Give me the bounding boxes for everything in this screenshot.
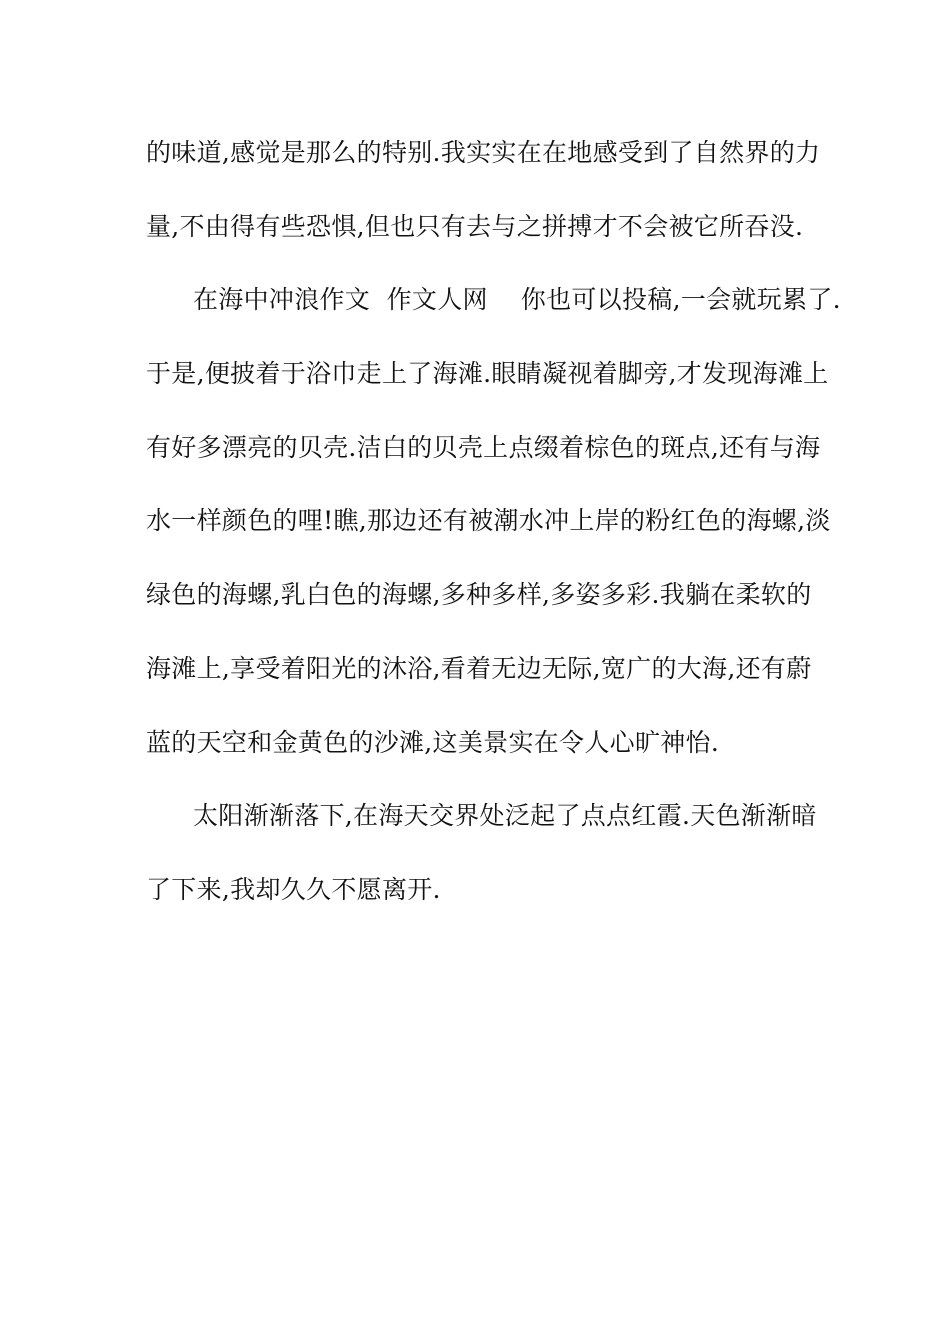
text-line-7: 绿色的海螺,乳白色的海螺,多种多样,多姿多彩.我躺在柔软的 (146, 580, 812, 610)
text-line-4: 于是,便披着于浴巾走上了海滩.眼睛凝视着脚旁,才发现海滩上 (146, 359, 829, 389)
text-line-3: 在海中冲浪作文 作文人网 你也可以投稿,一会就玩累了. (193, 285, 841, 315)
essay-text (146, 128, 841, 939)
text-line-11: 了下来,我却久久不愿离开. (146, 874, 441, 904)
text-line-2: 量,不由得有些恐惧,但也只有去与之拼搏才不会被它所吞没. (146, 211, 804, 241)
text-line-10: 太阳渐渐落下,在海天交界处泛起了点点红霞.天色渐渐暗 (193, 801, 817, 831)
text-line-8: 海滩上,享受着阳光的沐浴,看着无边无际,宽广的大海,还有蔚 (146, 653, 812, 683)
text-line-1: 的味道,感觉是那么的特别.我实实在在地感受到了自然界的力 (146, 138, 821, 167)
text-line-5: 有好多漂亮的贝壳.洁白的贝壳上点缀着棕色的斑点,还有与海 (146, 432, 821, 462)
text-line-9: 蓝的天空和金黄色的沙滩,这美景实在令人心旷神怡. (146, 727, 720, 757)
text-line-6: 水一样颜色的哩!瞧,那边还有被潮水冲上岸的粉红色的海螺,淡 (146, 506, 831, 536)
